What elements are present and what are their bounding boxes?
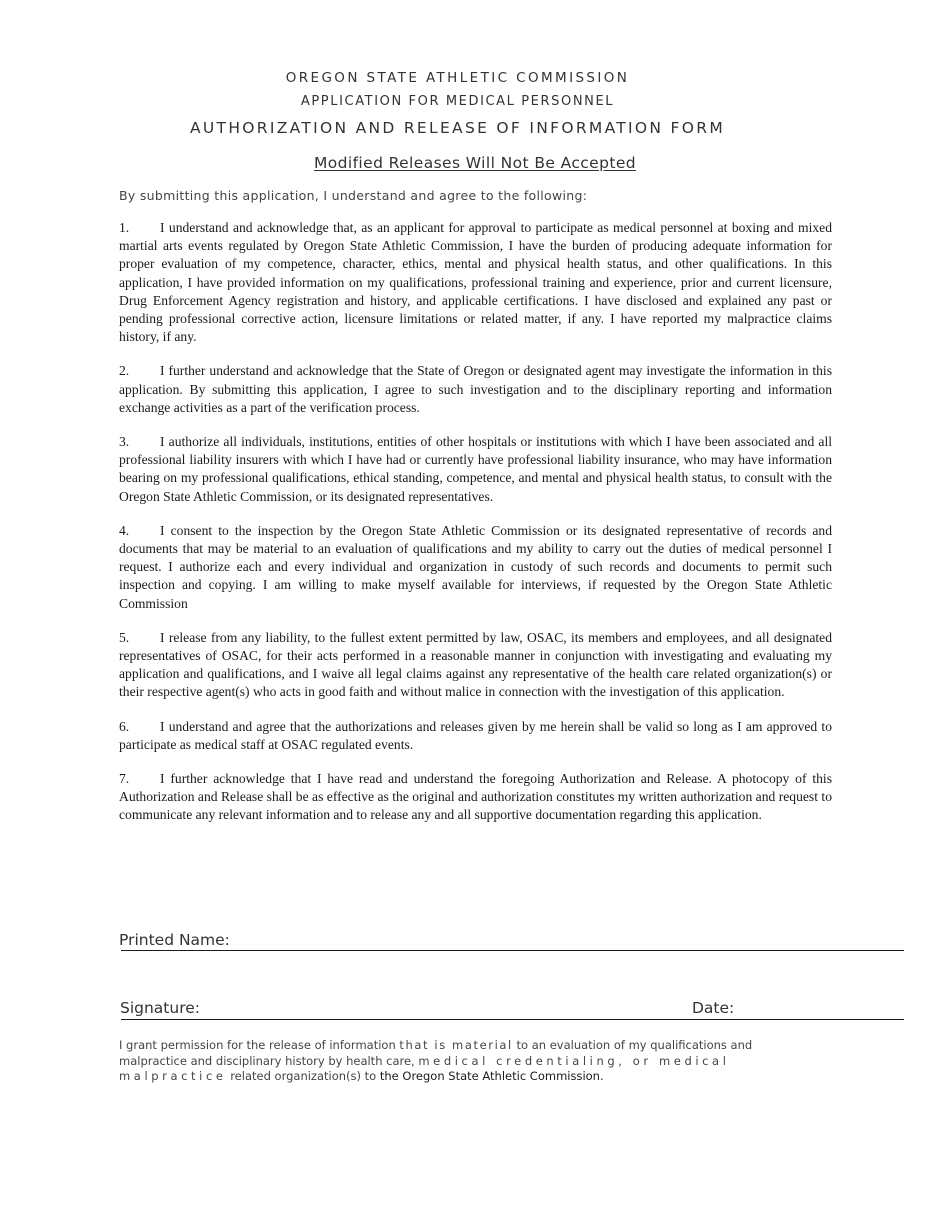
term-item-5 — [119, 629, 832, 702]
term-item-4 — [119, 522, 832, 613]
printed-name-line — [121, 950, 904, 951]
notice-text: Modified Releases Will Not Be Accepted — [313, 154, 637, 172]
grant-permission-statement — [119, 1038, 819, 1085]
term-item-6 — [119, 718, 832, 754]
signature-date-line — [121, 1019, 904, 1020]
terms-list — [119, 219, 832, 841]
term-text: I release from any liability, to the fullest extent permitted by law, OSAC, its members and employees, and all designated representatives of OSAC, for their acts performed in a reasonable manner in conjunction with investigating and evaluating my application and qualifications, and I waive all legal claims against any representative of the health care related organization(s) or their respective agent(s) who acts in good faith and without malice in connection with the investigation of this application. — [119, 629, 832, 700]
term-number: 3. — [119, 434, 130, 450]
intro-statement: By submitting this application, I understand and agree to the following: — [119, 188, 588, 203]
signature-label: Signature: — [120, 999, 200, 1017]
term-text: I further understand and acknowledge that the State of Oregon or designated agent may investigate the information in this application. By submitting this application, I agree to such investigation and to the disciplinary reporting and information exchange activities as a part of the verification process. — [119, 363, 832, 415]
term-number: 5. — [119, 629, 130, 645]
term-number: 7. — [119, 771, 130, 787]
grant-text-6: the Oregon State Athletic Commission. — [379, 1069, 604, 1083]
grant-text-2: that is material — [399, 1038, 513, 1052]
grant-text-3: to an evaluation of my qualifications and malpractice and disciplinary history by health care, — [119, 1038, 753, 1068]
application-title: APPLICATION FOR MEDICAL PERSONNEL — [300, 94, 615, 109]
term-item-1 — [119, 219, 832, 346]
printed-name-label: Printed Name: — [119, 931, 230, 949]
grant-text-4: medical credentialing, or medical malpractice — [119, 1053, 730, 1083]
agency-name: OREGON STATE ATHLETIC COMMISSION — [285, 70, 630, 86]
term-number: 2. — [119, 363, 130, 379]
term-number: 1. — [119, 220, 130, 235]
grant-text-5: related organization(s) to — [230, 1069, 377, 1083]
grant-text-1: I grant permission for the release of information — [119, 1038, 396, 1052]
form-title: AUTHORIZATION AND RELEASE OF INFORMATION FORM — [190, 119, 725, 137]
term-text: I understand and acknowledge that, as an applicant for approval to participate as medical personnel at boxing and mixed martial arts events regulated by Oregon State Athletic Commission, I have the burden of producing adequate information for proper evaluation of my competence, character, ethics, mental and physical health status, and other qualifications. In this application, I have provided information on my qualifications, professional training and experience, prior and current licensure, Drug Enforcement Agency registration and history, and applicable certifications. I have disclosed and explained any past or pending professional corrective action, licensure limitations or related matter, if any. I have reported my malpractice claims history, if any. — [119, 220, 832, 345]
term-text: I authorize all individuals, institutions, entities of other hospitals or institutions with which I have been associated and all professional liability insurers with which I have had or currently have professional liability insurance, who may have information bearing on my professional qualifications, ethical standing, competence, and mental and physical health status, to consult with the Oregon State Athletic Commission, or its designated representatives. — [119, 434, 832, 504]
term-text: I further acknowledge that I have read and understand the foregoing Authorization and Release. A photocopy of this Authorization and Release shall be as effective as the original and authorization constitutes my written authorization and request to communicate any relevant information and to release any and all supportive documentation regarding this application. — [119, 771, 832, 823]
term-item-3 — [119, 433, 832, 506]
term-number: 6. — [119, 718, 130, 734]
term-text: I consent to the inspection by the Oregon State Athletic Commission or its designated representative of records and documents that may be material to an evaluation of qualifications and my ability to carry out the duties of medical personnel I request. I authorize each and every individual and organization in custody of such records and documents to permit such inspection and copying. I am willing to make myself available for interviews, if requested by the Oregon State Athletic Commission — [119, 522, 832, 611]
term-item-7 — [119, 770, 832, 825]
modified-releases-notice — [0, 154, 950, 172]
term-item-2 — [119, 362, 832, 417]
date-label: Date: — [692, 999, 735, 1017]
term-text: I understand and agree that the authorizations and releases given by me herein shall be valid so long as I am approved to participate as medical staff at OSAC regulated events. — [119, 718, 832, 752]
term-number: 4. — [119, 522, 130, 538]
